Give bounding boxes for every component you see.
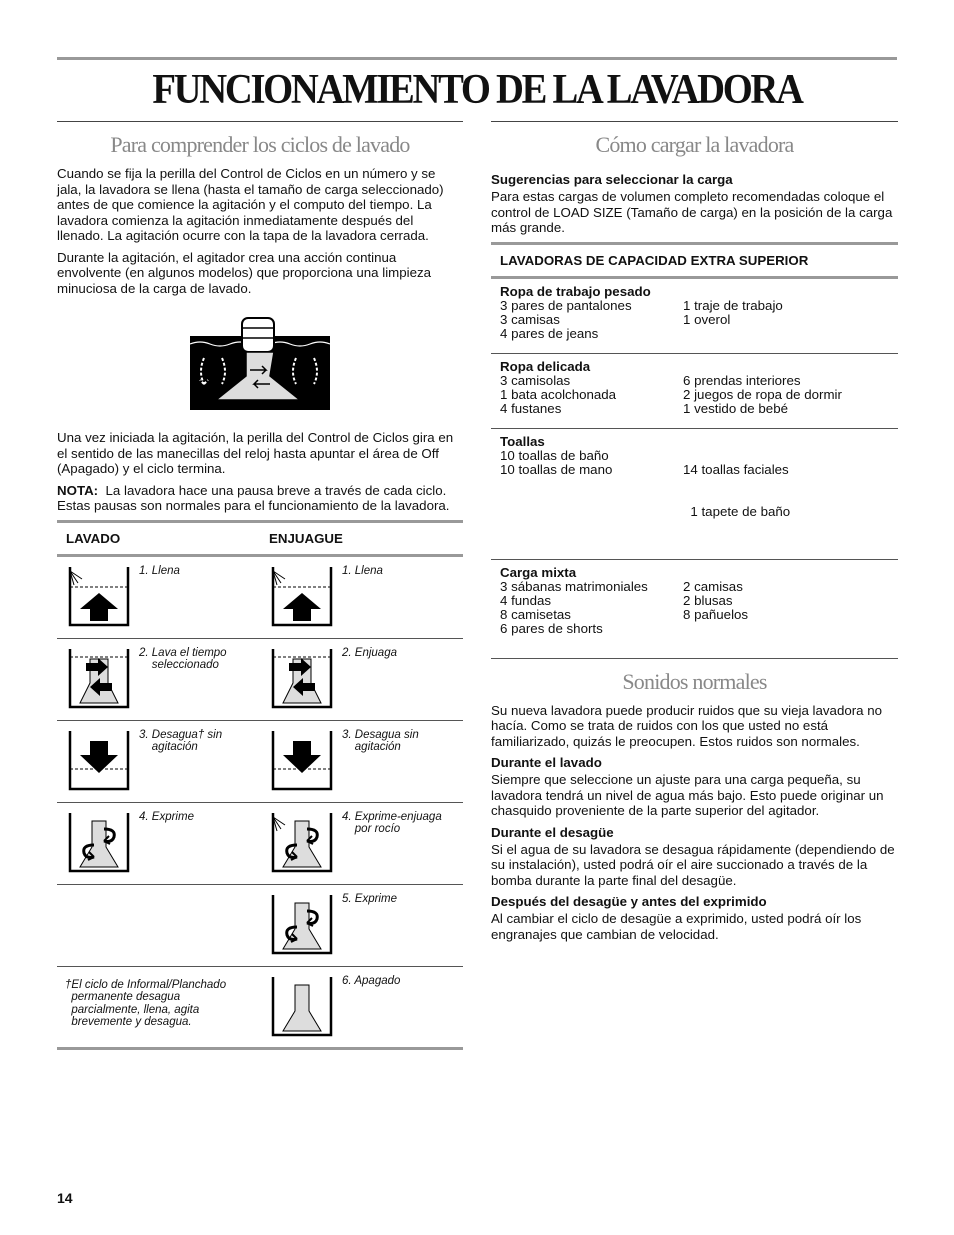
table-row	[57, 557, 463, 639]
spin-icon	[269, 893, 335, 955]
rinse-agitate-icon	[269, 647, 335, 709]
col-rinse: ENJUAGUE	[269, 530, 343, 546]
load-col-1	[500, 566, 683, 636]
cycle-cell	[57, 639, 260, 720]
load-item: 6 prendas interiores	[683, 372, 801, 388]
load-item-spacer	[683, 360, 893, 374]
table-row	[491, 560, 898, 659]
table-row	[57, 639, 463, 721]
note-label: NOTA:	[57, 482, 99, 498]
cycle-cell	[260, 721, 463, 802]
cycle-label: 4. Exprime-enjuaga por rocío	[342, 810, 442, 835]
sounds-para-4: Al cambiar el ciclo de desagüe a exprimido, usted podrá oír los engranajes que cambian de velocidad.	[491, 911, 862, 942]
table-row	[57, 967, 463, 1047]
load-table	[491, 242, 898, 659]
left-column	[57, 121, 463, 1050]
footnote: †El ciclo de Informal/Planchado permanente desagua parcialmente, llena, agita brevemente y desagua.	[65, 978, 227, 1028]
cycle-table-header	[57, 523, 463, 557]
load-item: 1 traje de trabajo	[683, 297, 783, 313]
table-row	[491, 279, 898, 354]
sounds-para-3: Si el agua de su lavadora se desagua rápidamente (dependiendo de su instalación), usted podrá oír el aire succionado a través de la bomba durante la parte final del desagüe.	[491, 841, 895, 888]
cycle-label: 3. Desagua† sin agitación	[139, 728, 223, 753]
cycle-label: 2. Lava el tiempo seleccionado	[139, 646, 227, 671]
cycle-cell-empty	[57, 885, 260, 966]
table-row	[491, 354, 898, 429]
load-item: 10 toallas de mano	[500, 461, 613, 477]
table-row	[57, 803, 463, 885]
cycle-table	[57, 520, 463, 1050]
load-item: 3 sábanas matrimoniales	[500, 578, 648, 594]
cycles-para-3: Una vez iniciada la agitación, la perilla del Control de Ciclos gira en el sentido de las manecillas del reloj hasta apuntar el área de Off (Apagado) y el ciclo termina.	[57, 430, 454, 476]
load-col-1	[500, 360, 683, 416]
load-item: 2 camisas	[683, 578, 743, 594]
load-item: 2 juegos de ropa de dormir	[683, 386, 842, 402]
load-col-2	[683, 566, 893, 636]
table-row	[57, 721, 463, 803]
section-rule	[491, 121, 898, 122]
cycle-label: 2. Enjuaga	[342, 646, 397, 659]
cycle-cell	[260, 639, 463, 720]
load-category: Carga mixta	[500, 564, 577, 580]
drain-icon	[66, 729, 132, 791]
load-col-1	[500, 435, 683, 547]
cycle-cell	[260, 967, 463, 1047]
sounds-para-2: Siempre que seleccione un ajuste para una carga pequeña, su lavadora tendrá un nivel de agua más bajo. Esto puede originar un chasquido proveniente de la parte superior del agitador.	[491, 772, 884, 818]
wash-agitate-icon	[66, 647, 132, 709]
load-item: 2 blusas	[683, 592, 733, 608]
load-item: 4 pares de jeans	[500, 325, 599, 341]
cycle-label: 4. Exprime	[139, 810, 194, 823]
cycle-cell	[57, 803, 260, 884]
load-item: 1 vestido de bebé	[683, 400, 788, 416]
cycle-cell	[260, 803, 463, 884]
cycle-cell	[260, 557, 463, 638]
sounds-para-1: Su nueva lavadora puede producir ruidos que su vieja lavadora no hacía. Como se trata de ruidos con los que usted no está familiarizado, quizás le preocupen. Estos ruidos son normales.	[491, 702, 883, 749]
cycles-note	[57, 483, 463, 514]
fill-icon	[66, 565, 132, 627]
load-item: 6 pares de shorts	[500, 620, 603, 636]
load-col-1	[500, 285, 683, 341]
load-item: 10 toallas de baño	[500, 447, 609, 463]
table-row	[57, 885, 463, 967]
load-item: 4 fustanes	[500, 400, 562, 416]
load-item: 8 camisetas	[500, 606, 571, 622]
load-item: 3 camisas	[500, 311, 560, 327]
spin-icon	[66, 811, 132, 873]
subheading-during-drain: Durante el desagüe	[491, 824, 614, 840]
fill-icon	[269, 565, 335, 627]
subheading-during-wash: Durante el lavado	[491, 755, 602, 770]
section-rule	[57, 121, 463, 122]
page-title: FUNCIONAMIENTO DE LA LAVADORA	[152, 67, 802, 113]
load-category: Ropa delicada	[500, 358, 591, 374]
load-item: 3 pares de pantalones	[500, 297, 632, 313]
load-item: 8 pañuelos	[683, 606, 749, 622]
note-text: La lavadora hace una pausa breve a través de cada ciclo. Estas pausas son normales para el funcionamiento de la lavadora.	[57, 482, 450, 513]
cycle-cell	[260, 885, 463, 966]
section-title-sounds: Sonidos normales	[622, 668, 767, 694]
load-item: 1 bata acolchonada	[500, 386, 617, 402]
cycle-cell	[57, 721, 260, 802]
section-title-loading: Cómo cargar la lavadora	[595, 132, 794, 157]
load-category: Toallas	[500, 433, 545, 449]
load-item: 3 camisolas	[500, 372, 571, 388]
cycle-cell	[57, 557, 260, 638]
cycle-label: 6. Apagado	[342, 974, 401, 987]
agitator-illustration-icon	[190, 314, 330, 410]
cycles-para-1: Cuando se fija la perilla del Control de Ciclos en un número y se jala, la lavadora se llena (hasta el tamaño de carga seleccionado) antes de que comience la agitación y el computo del tiempo. La lavadora comienza la agitación inmediatamente después del llenado. La agitación ocurre con la tapa de la lavadora cerrada.	[57, 166, 444, 243]
col-wash: LAVADO	[66, 530, 121, 546]
load-col-2	[683, 360, 893, 416]
loading-para: Para estas cargas de volumen completo recomendadas coloque el control de LOAD SIZE (Tamaño de carga) en la posición de la carga más grande.	[491, 189, 893, 235]
cycles-para-2: Durante la agitación, el agitador crea una acción continua envolvente (en algunos modelos) que proporciona una limpieza minuciosa de la carga de lavado.	[57, 249, 432, 296]
load-col-2	[683, 285, 893, 341]
subheading-load-tips: Sugerencias para seleccionar la carga	[491, 172, 733, 187]
cycle-label: 5. Exprime	[342, 892, 397, 905]
load-item: 1 overol	[683, 311, 731, 327]
page-number: 14	[57, 1190, 73, 1206]
table-row	[491, 429, 898, 560]
load-item-spacer	[683, 285, 893, 299]
drain-icon	[269, 729, 335, 791]
top-rule	[57, 57, 897, 60]
off-icon	[269, 975, 335, 1037]
right-column	[491, 121, 898, 948]
section-title-cycles: Para comprender los ciclos de lavado	[110, 132, 410, 157]
subheading-after-drain: Después del desagüe y antes del exprimido	[491, 894, 767, 909]
load-col-2	[683, 435, 893, 547]
cycle-cell-footnote	[57, 967, 260, 1047]
load-category: Ropa de trabajo pesado	[500, 283, 651, 299]
load-item: 4 fundas	[500, 592, 552, 608]
load-table-header: LAVADORAS DE CAPACIDAD EXTRA SUPERIOR	[491, 245, 898, 279]
load-item: 1 tapete de baño	[683, 503, 791, 519]
load-item: 14 toallas faciales	[683, 461, 789, 477]
cycle-label: 1. Llena	[342, 564, 383, 577]
cycle-label: 3. Desagua sin agitación	[342, 728, 419, 753]
load-item-spacer	[683, 566, 893, 580]
spray-rinse-spin-icon	[269, 811, 335, 873]
cycle-label: 1. Llena	[139, 564, 180, 577]
